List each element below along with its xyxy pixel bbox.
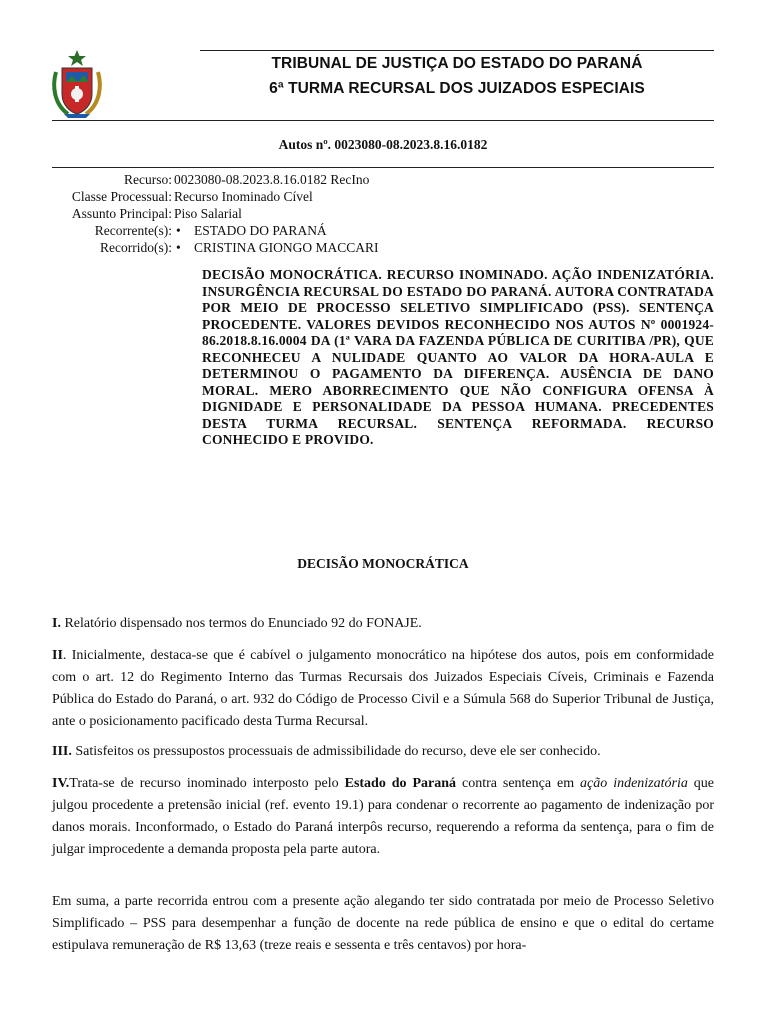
parana-coat-of-arms-icon xyxy=(50,48,104,120)
party-name: Estado do Paraná xyxy=(344,776,457,791)
header-top-rule xyxy=(200,50,714,51)
paragraph-number: III. xyxy=(52,744,72,759)
meta-label: Recurso: xyxy=(124,172,172,187)
paragraph-iii xyxy=(52,741,714,763)
paragraph-text: . Inicialmente, destaca-se que é cabível o julgamento monocrático na hipótese dos autos, pois em conformidade com o art. 12 do Regimento Interno das Turmas Recursais dos Juizados Especiais Cíveis, Criminais e Fazenda Pública do Estado do Paraná, o art. 932 do Código de Processo Civil e a Súmula 568 do Superior Tribunal de Justiça, ante o posicionamento pacificado desta Turma Recursal. xyxy=(52,648,714,729)
chamber-name: 6ª TURMA RECURSAL DOS JUIZADOS ESPECIAIS xyxy=(269,80,645,97)
paragraph-i xyxy=(52,613,714,635)
meta-label: Recorrido(s): xyxy=(100,240,172,255)
bullet-icon: • xyxy=(176,240,181,255)
paragraph-summary: Em suma, a parte recorrida entrou com a presente ação alegando ter sido contratada por meio de Processo Seletivo Simplificado – PSS para desempenhar a função de docente na rede pública de ensino e que o edital do certame estipulava remuneração de R$ 13,63 (treze reais e sessenta e três centavos) por hora- xyxy=(52,894,714,953)
paragraph-text: Satisfeitos os pressupostos processuais de admissibilidade do recurso, deve ele ser conhecido. xyxy=(71,744,601,759)
paragraph-text: que julgou procedente a pretensão inicial (ref. evento 19.1) para condenar o recorrente ao pagamento de indenização por danos morais. Inconformado, o Estado do Paraná interpôs recurso, requerendo a reforma da sentença, para o fim de julgar improcedente a demanda proposta pela parte autora. xyxy=(52,776,715,857)
paragraph-number: IV. xyxy=(52,776,70,791)
paragraph-ii xyxy=(52,645,714,733)
meta-value: Recurso Inominado Cível xyxy=(174,189,313,204)
ementa-summary: DECISÃO MONOCRÁTICA. RECURSO INOMINADO. AÇÃO INDENIZATÓRIA. INSURGÊNCIA RECURSAL DO ESTADO DO PARANÁ. AUTORA CONTRATADA POR MEIO DE PROCESSO SELETIVO SIMPLIFICADO (PSS). SENTENÇA PROCEDENTE. VALORES DEVIDOS RECONHECIDO NOS AUTOS Nº 0001924-86.2018.8.16.0004 DA (1ª VARA DA FAZENDA PÚBLICA DE CURITIBA /PR), QUE RECONHECEU A NULIDADE QUANTO AO VALOR DA HORA-AULA E DETERMINOU O PAGAMENTO DA DIFERENÇA. AUSÊNCIA DE DANO MORAL. MERO ABORRECIMENTO QUE NÃO CONFIGURA OFENSA À DIGNIDADE E PERSONALIDADE DA PESSOA HUMANA. PRECEDENTES DESTA TURMA RECURSAL. SENTENÇA REFORMADA. RECURSO CONHECIDO E PROVIDO. xyxy=(202,267,714,447)
case-metadata xyxy=(52,171,379,256)
paragraph-number: I. xyxy=(52,616,61,631)
meta-label: Classe Processual: xyxy=(71,189,172,204)
meta-label: Recorrente(s): xyxy=(94,223,172,238)
paragraph-text: Trata-se de recurso inominado interposto pelo xyxy=(69,776,345,791)
meta-row-recorrente xyxy=(52,222,379,239)
header-bottom-rule xyxy=(52,120,714,121)
meta-value: Piso Salarial xyxy=(174,206,242,221)
meta-row-classe xyxy=(52,188,379,205)
bullet-icon: • xyxy=(176,223,181,238)
paragraph-number: II xyxy=(52,648,63,663)
court-name: TRIBUNAL DE JUSTIÇA DO ESTADO DO PARANÁ xyxy=(271,55,643,72)
meta-row-recorrido xyxy=(52,239,379,256)
meta-row-assunto xyxy=(52,205,379,222)
meta-row-recurso xyxy=(52,171,379,188)
section-title: DECISÃO MONOCRÁTICA xyxy=(297,556,469,571)
paragraph-iv xyxy=(52,773,714,861)
paragraph-text: Relatório dispensado nos termos do Enunciado 92 do FONAJE. xyxy=(60,616,422,631)
meta-value: 0023080-08.2023.8.16.0182 RecIno xyxy=(174,172,370,187)
action-type: ação indenizatória xyxy=(580,776,688,791)
meta-value: CRISTINA GIONGO MACCARI xyxy=(194,240,379,255)
case-number: Autos nº. 0023080-08.2023.8.16.0182 xyxy=(278,137,488,152)
meta-label: Assunto Principal: xyxy=(71,206,172,221)
autos-rule xyxy=(52,167,714,168)
paragraph-text: contra sentença em xyxy=(456,776,581,791)
meta-value: ESTADO DO PARANÁ xyxy=(194,223,327,238)
